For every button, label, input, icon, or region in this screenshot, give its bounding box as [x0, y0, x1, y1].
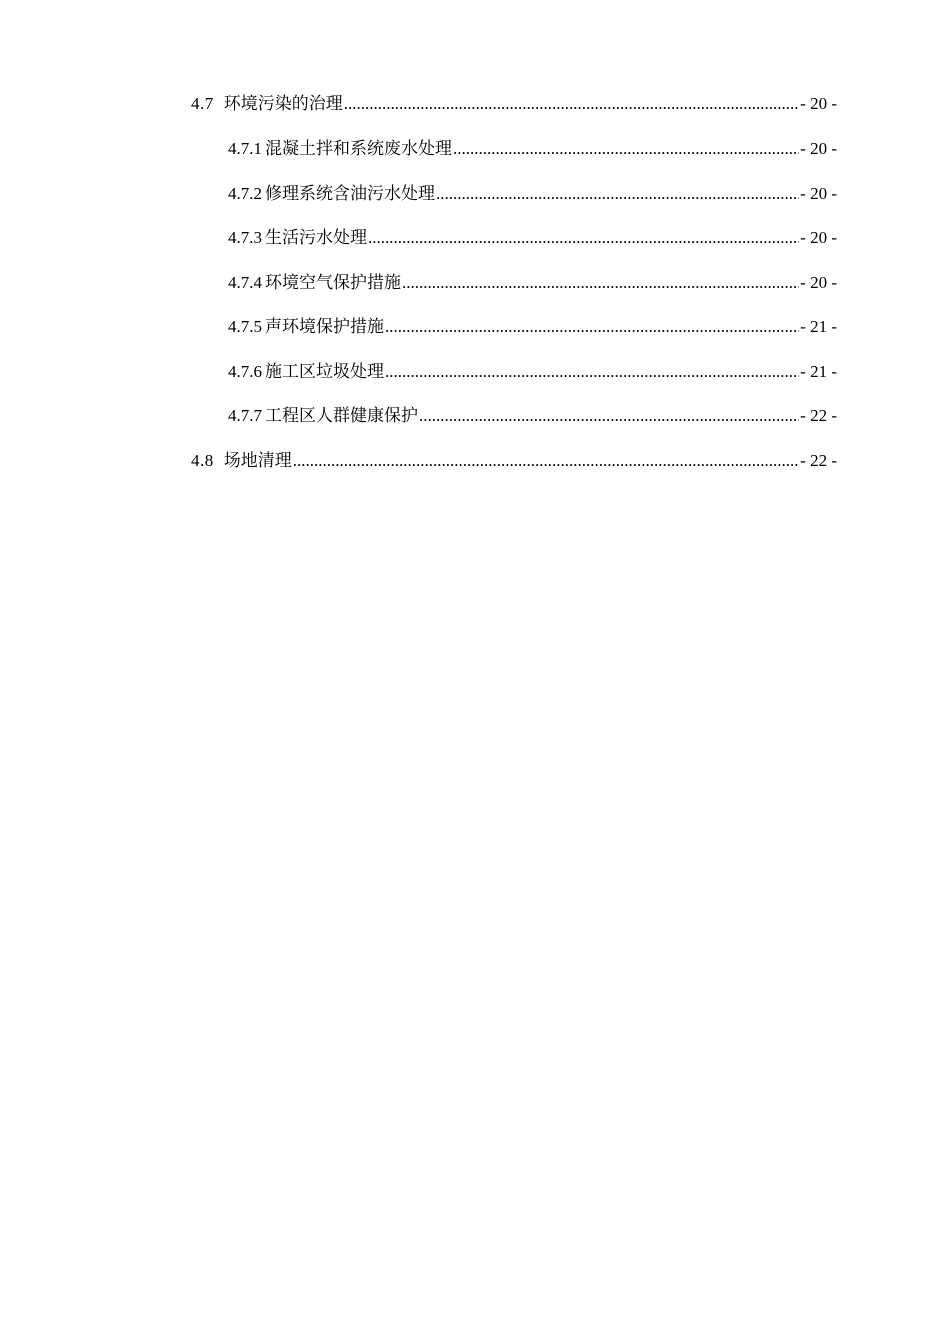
toc-entry-number: 4.7.5 — [228, 317, 262, 336]
toc-entry-number: 4.7.7 — [228, 406, 262, 425]
toc-entry[interactable] — [228, 224, 837, 248]
toc-entry[interactable] — [228, 313, 837, 337]
dot-leader — [419, 406, 799, 426]
toc-entry[interactable] — [228, 358, 837, 382]
dot-leader — [436, 184, 799, 204]
dot-leader — [368, 228, 799, 248]
toc-entry-number: 4.7 — [191, 94, 214, 113]
toc-entry-title: 混凝土拌和系统废水处理 — [265, 139, 452, 158]
toc-entry[interactable] — [191, 447, 837, 471]
toc-entry-page: - 22 - — [800, 451, 837, 470]
dot-leader — [402, 273, 799, 293]
toc-entry-page: - 21 - — [800, 362, 837, 381]
toc-entry[interactable] — [228, 402, 837, 426]
toc-entry-title: 工程区人群健康保护 — [265, 406, 418, 425]
toc-entry-page: - 21 - — [800, 317, 837, 336]
toc-entry-title: 生活污水处理 — [265, 228, 367, 247]
toc-entry-title: 环境空气保护措施 — [265, 273, 401, 292]
toc-entry-number: 4.7.3 — [228, 228, 262, 247]
toc-entry-title: 声环境保护措施 — [265, 317, 384, 336]
toc-entry-number: 4.7.1 — [228, 139, 262, 158]
toc-entry[interactable] — [228, 135, 837, 159]
dot-leader — [453, 139, 799, 159]
toc-entry-page: - 20 - — [800, 273, 837, 292]
toc-entry-page: - 20 - — [800, 94, 837, 113]
dot-leader — [385, 317, 799, 337]
toc-entry-title: 场地清理 — [223, 451, 292, 470]
toc-entry-title: 环境污染的治理 — [223, 94, 343, 113]
toc-entry-number: 4.8 — [191, 451, 214, 470]
dot-leader — [344, 94, 799, 114]
toc-entry-number: 4.7.2 — [228, 184, 262, 203]
toc-entry-number: 4.7.6 — [228, 362, 262, 381]
toc-entry-page: - 22 - — [800, 406, 837, 425]
toc-entry-number: 4.7.4 — [228, 273, 262, 292]
dot-leader — [293, 451, 799, 471]
toc-entry[interactable] — [228, 269, 837, 293]
toc-entry-title: 修理系统含油污水处理 — [265, 184, 435, 203]
dot-leader — [385, 362, 799, 382]
toc-entry-page: - 20 - — [800, 228, 837, 247]
toc-entry-page: - 20 - — [800, 139, 837, 158]
toc-entry[interactable] — [228, 180, 837, 204]
toc-entry[interactable] — [191, 90, 837, 114]
toc-entry-title: 施工区垃圾处理 — [265, 362, 384, 381]
toc-entry-page: - 20 - — [800, 184, 837, 203]
